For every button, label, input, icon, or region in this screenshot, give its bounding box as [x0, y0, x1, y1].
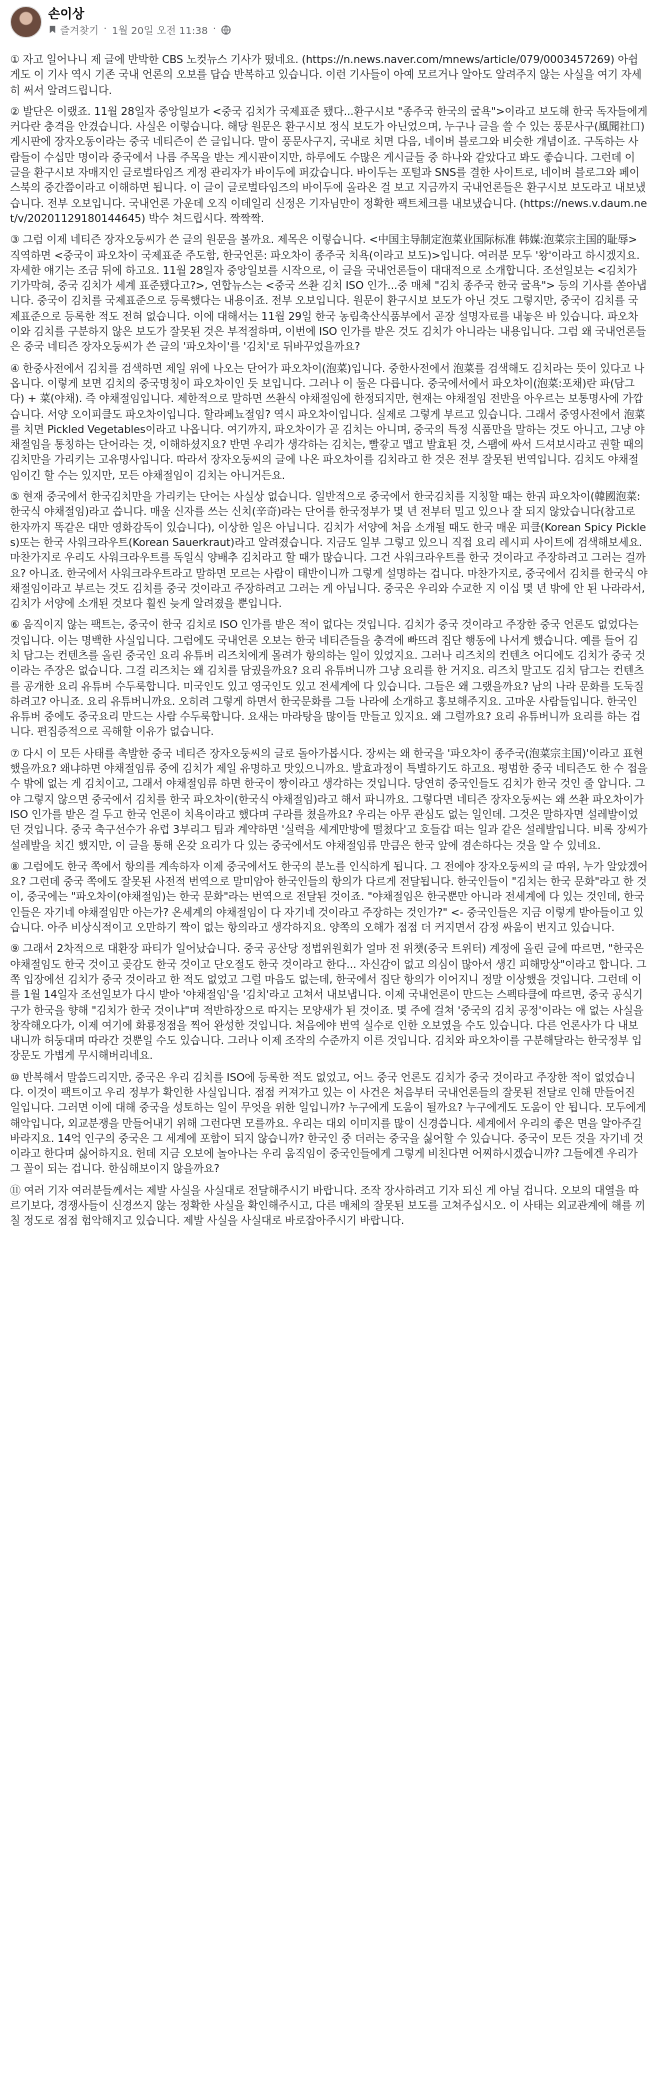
author-avatar[interactable] [10, 6, 42, 38]
post-meta [48, 22, 231, 37]
post-header [0, 0, 660, 52]
paragraph: ⑨ 그래서 2차적으로 대환장 파티가 일어났습니다. 중국 공산당 정법위원회가 얼마 전 위챗(중국 트위터) 계정에 올린 글에 따르면, "한국은 야채절임도 한국 것이고 곶감도 한국 것이고 단오절도 한국 것이라고 한다... 자신감이 없고 의심이 많아서 생긴 피해망상"이라고 합니다. 그쪽 입장에선 김치가 중국 것이라고 한 적도 없었고 그럴 마음도 없는데, 한국에서 집단 항의가 이어지니 정말 이상했을 것입니다. 그런데 이를 1월 14일자 조선일보가 다시 받아 '야채절임'을 '김치'라고 고쳐서 내보냅니다. 이제 국내언론이 만드는 스펙타클에 따르면, 중국 공식기구가 한국을 향해 "김치가 한국 것이냐"며 적반하장으로 따지는 모양새가 된 것이죠. 몇 주에 걸쳐 '중국의 김치 공정'이라는 애 없는 사실을 창작해오다가, 이제 여기에 화룡정점을 찍어 완성한 것입니다. 처음에야 번역 실수로 인한 오보였을 수도 있습니다. 다른 언론사가 다 내보내니까 허둥대며 따라간 것뿐일 수도 있습니다. 그러나 이제 조작의 수준까지 이른 것입니다. 김치와 파오차이를 구분해달라는 한국정부 입장문도 가볍게 무시해버리네요. [10, 942, 647, 1063]
meta-separator: · [103, 24, 107, 35]
meta-separator: · [212, 24, 217, 35]
paragraph: ④ 한중사전에서 김치를 검색하면 제일 위에 나오는 단어가 파오차이(泡菜)입니다. 중한사전에서 泡菜를 검색해도 김치라는 뜻이 있다고 나옵니다. 이렇게 보면 김치의 중국명칭이 파오차이인 듯 보입니다. 그러나 이 둘은 다릅니다. 중국에서에서 파오차이(泡菜:포채)란 파(담그다) + 菜(야채). 즉 야채절임입니다. 제한적으로 말하면 쓰촨식 야채절임에 한정되지만, 현재는 야채절임 전반을 아우르는 보통명사에 가깝습니다. 서양 오이피클도 파오차이입니다. 할라페뇨절임? 역시 파오차이입니다. 실제로 그렇게 부르고 있습니다. 그래서 중영사전에서 泡菜를 치면 Pickled Vegetables이라고 나옵니다. 여기까지, 파오차이가 곧 김치는 아니며, 중국의 특정 식품만을 말하는 것도 아니고, 그냥 야채절임을 통칭하는 단어라는 것, 이해하셨지요? 반면 우리가 생각하는 김치는, 빨갛고 맵고 발효된 것, 스팸에 싸서 드셔보시라고 권할 때의 김치만을 가리키는 고유명사입니다. 따라서 장자오둥씨의 글에 나온 파오차이를 김치라고 한 것은 전부 잘못된 번역입니다. 김치도 야채절임이긴 할 수는 있지만, 모든 야채절임이 김치는 아니거든요. [10, 361, 645, 482]
paragraph: ③ 그럼 이제 네티즌 장자오둥씨가 쓴 글의 원문을 볼까요. 제목은 이렇습니다. <中国主导制定泡菜业国际标准 韩媒:泡菜宗主国的耻辱> 직역하면 <중국이 파오차이 국제표준 주도함, 한국언론: 파오차이 종주국 치욕(이라고 보도)>입니다. 여러분 모두 '왕'이라고 하시겠지요. 자세한 얘기는 조금 뒤에 하고요. 11월 28일자 중앙일보를 시작으로, 이 글을 국내언론들이 대대적으로 소개합니다. 조선일보는 <김치가 기가막혀, 중국 김치가 세계 표준됐다고?>, 연합뉴스는 <중국 쓰촨 김치 ISO 인가...중 매체 "김치 종주국 한국 굴욕"> 등의 기사를 쏟아냅니다. 중국이 김치를 국제표준으로 등록했다는 내용이죠. 전부 오보입니다. 원문이 환구시보 보도가 아닌 것도 그렇지만, 중국이 김치를 국제표준으로 등록한 적도 전혀 없습니다. 이에 대해서는 11월 29일 한국 농림축산식품부에서 곧장 설명자료를 내놓은 바 있습니다. 파오차이와 김치를 구분하지 않은 보도가 잘못된 것은 부적절하며, 이번에 ISO 인가를 받은 것도 김치가 아니라는 내용입니다. 그럼 왜 국내언론들은 중국 네티즌 장자오둥씨가 쓴 글의 '파오차이'를 '김치'로 뒤바꾸었을까요? [10, 233, 647, 354]
favorites-icon [48, 25, 57, 34]
paragraph: ① 자고 일어나니 제 글에 반박한 CBS 노컷뉴스 기사가 떴네요. (https://n.news.naver.com/mnews/article/079/0003457269) 아쉽게도 이 기사 역시 기존 국내 언론의 오보를 답습 반복하고 있습니다. 이런 기사들이 아예 모르거나 알아도 알려주지 않는 사실을 여기 자세히 써서 알려드립니다. [10, 53, 642, 97]
favorites-label: 즐겨찾기 [60, 26, 99, 37]
paragraph: ⑪ 여러 기자 여러분들께서는 제발 사실을 사실대로 전달해주시기 바랍니다. 조작 장사하려고 기자 되신 게 아닐 겁니다. 오보의 대열을 따르기보다, 경쟁사들이 신경쓰지 않는 정확한 사실을 확인해주시고, 다른 매체의 잘못된 보도를 고쳐주십시오. 이 사태는 외교관계에 해를 끼칠 정도로 점점 험악해지고 있습니다. 제발 사실을 사실대로 바로잡아주시기 바랍니다. [10, 1183, 646, 1228]
paragraph: ⑦ 다시 이 모든 사태를 촉발한 중국 네티즌 장자오둥씨의 글로 돌아가봅시다. 장씨는 왜 한국을 '파오차이 종주국(泡菜宗主国)'이라고 표현했을까요? 왜냐하면 야채절임류 중에 김치가 제일 유명하고 맛있으니까요. 발효과정이 특별하기도 하고요. 평범한 중국 네티즌도 한 수 접을 수 밖에 없는 게 김치이고, 그래서 야채절임류 하면 한국이 짱이라고 생각하는 것입니다. 당연히 중국인들도 김치가 한국 것인 줄 압니다. 그야 그렇지 않으면 중국에서 김치를 한국 파오차이(한국식 야채절임)라고 해서 파니까요. 그렇다면 네티즌 장자오둥씨는 왜 쓰촨 파오차이가 ISO 인가를 받은 걸 두고 한국 언론이 치욕이라고 했다며 구라를 쳤을까요? 우리는 아무 관심도 없는 일인데. 그것은 말하자면 설레발이었던 것입니다. 중국 축구선수가 유럽 3부리그 팀과 계약하면 '실력을 세계만방에 떨쳤다'고 호들갑 떠는 일과 같은 설레발입니다. 비록 장씨가 설레발을 치긴 했지만, 이 글을 통해 온갖 요리가 다 있는 중국에서도 야채절임류 만큼은 한국 앞에 겸손하다는 것을 알 수 있네요. [10, 746, 648, 852]
paragraph: ② 발단은 이랬죠. 11월 28일자 중앙일보가 <중국 김치가 국제표준 됐다...환구시보 "종주국 한국의 굴욕">이라고 보도해 한국 독자들에게 커다란 충격을 안겼습니다. 사실은 이렇습니다. 해당 원문은 환구시보 정식 보도가 아닌었으며, 누구나 글을 쓸 수 있는 풍문사구(風聞社口) 게시판에 장자오동이라는 중국 네티즌이 쓴 글입니다. 말이 풍문사구지, 국내로 치면 다음, 네이버 블로그와 비슷한 개념이죠. 구독하는 사람들이 수십만 명이라 중국에서 나름 주목을 받는 게시판이지만, 하루에도 수많은 게시글들 중 하나와 같았다고 봐도 좋습니다. 그런데 이 글을 환구시보 자매지인 글로벌타임즈 게정 관리자가 바이두에 퍼갔습니다. 바이두는 포털과 SNS를 결한 사이트로, 네이버 블로그와 페이스북의 중간쯤이라고 이해하면 됩니다. 이 글이 글로벌타임즈의 바이두에 올라온 걸 보고 지금까지 국내언론들은 환구시보 보도라고 내보냈습니다. 전부 오보입니다. 국내언론 가운데 오직 이데일리 신정은 기자님만이 정확한 팩트체크를 내보냈습니다. (https://news.v.daum.net/v/20201129180144645) 박수 쳐드립시다. 짝짝짝. [10, 104, 648, 225]
post-date[interactable]: 1월 20일 오전 11:38 [111, 26, 208, 37]
paragraph: ⑥ 움직이지 않는 팩트는, 중국이 한국 김치로 ISO 인가를 받은 적이 없다는 것입니다. 김치가 중국 것이라고 주장한 중국 언론도 없었다는 것입니다. 이는 명백한 사실입니다. 그럼에도 국내언론 오보는 한국 네티즌들을 충격에 빠뜨려 집단 행동에 나서게 했습니다. 예를 들어 김치 담그는 컨텐츠를 올린 중국인 요리 유튜버 리즈치에게 몰려가 항의하는 일이 있었지요. 그러나 리즈치의 컨텐츠 어디에도 김치가 중국 것이라는 주장은 없습니다. 그걸 리즈치는 왜 김치를 담궜을까요? 요리 유튜버니까 그냥 요리를 한 거지요. 리즈치 말고도 김치 담그는 컨텐츠를 공개한 요리 유튜버 수두룩합니다. 미국인도 있고 영국인도 있고 전세계에 다 있습니다. 그들은 왜 그랬을까요? 남의 나라 문화를 도둑질하려고? 아니죠. 요리 유튜버니까요. 오히려 그렇게 하면서 한국문화를 그들 나라에 소개하고 홍보해주지요. 고마운 사람들입니다. 한국인 유튜버 중에도 중국요리 만드는 사람 수두룩합니다. 요새는 마라탕을 많이들 만들고 있지요. 왜 그럴까요? 요리 유튜버니까 요리를 하는 겁니다. 편집증적으로 곡해할 이유가 없습니다. [10, 618, 646, 739]
author-name[interactable]: 손이상 [48, 6, 85, 21]
paragraph: ⑤ 현재 중국에서 한국김치만을 가리키는 단어는 사실상 없습니다. 일반적으로 중국에서 한국김치를 지칭할 때는 한궈 파오차이(韓國泡菜: 한국식 야채절임)라고 씁니다. 매울 신자를 쓰는 신치(辛奇)라는 단어를 한국정부가 몇 년 전부터 밀고 있으나 잘 되지 않았습니다(참고로 한자까지 똑같은 대만 영화감독이 있습니다), 이상한 일은 아닙니다. 김치가 서양에 처음 소개될 때도 한국 매운 피클(Korean Spicy Pickles)또는 한국 사워크라우트(Korean Sauerkraut)라고 알려졌습니다. 지금도 일부 그렇고 있으니 직접 요리 레시피 사이트에 검색해보세요. 마찬가지로 우리도 사워크라우트를 독일식 양배추 김치라고 할 때가 많습니다. 그건 사워크라우트를 한국 것이라고 주장하려고 그러는 걸까요? 아니죠. 한국에서 사워크라우트라고 말하면 모르는 사람이 태반이니까 그렇게 설명하는 겁니다. 마찬가지로, 중국에서 김치를 한국식 야채절임이라고 부르는 것도 김치를 중국 것이라고 주장하려고 그러는 게 아닙니다. 중국은 우리와 수교한 지 이십 몇 년 밖에 안 된 나라라서, 김치가 서양에 소개된 것보다 훨씬 늦게 알려졌을 뿐입니다. [10, 490, 648, 611]
paragraph: ⑩ 반복해서 말씀드리지만, 중국은 우리 김치를 ISO에 등록한 적도 없었고, 어느 중국 언론도 김치가 중국 것이라고 주장한 적이 없었습니다. 이것이 팩트이고 우리 정부가 확인한 사실입니다. 점점 커져가고 있는 이 사건은 처음부터 국내언론들의 잘못된 전달로 인해 만들어진 일입니다. 그러면 이에 대해 중국을 성토하는 일이 무엇을 위한 일입니까? 누구에게 도움이 될까요? 누구에게도 도움이 안 됩니다. 모두에게 해악입니다, 외교분쟁을 만들어내기 위해 그런다면 모를까요. 우리는 대외 이미지를 많이 신경씁니다. 세계에서 우리의 좋은 면을 알아주길 바라지요. 14억 인구의 중국은 그 세계에 포함이 되지 않습니까? 한국인 중 더러는 중국을 싫어할 수 있습니다. 중국이 모든 것을 자기네 것이라고 한다며 싫어하지요. 헌데 지금 오보에 놀아나는 우리 움직임이 중국인들에게 그렇게 비친다면 어찌하시겠습니까? 그들에겐 우리가 그 꼴이 되는 겁니다. 한심해보이지 않을까요? [10, 1070, 647, 1176]
post-body [0, 52, 660, 1229]
paragraph: ⑧ 그럼에도 한국 쪽에서 항의를 계속하자 이제 중국에서도 한국의 분노를 인식하게 됩니다. 그 전에야 장자오둥씨의 글 따위, 누가 알았겠어요? 그런데 중국 쪽에도 잘못된 사전적 번역으로 말미암아 한국인들의 항의가 다르게 전달됩니다. 한국인들이 "김치는 한국 문화"라고 한 것이, 중국에는 "파오차이(야채절임)는 한국 문화"라는 번역으로 전달된 것이죠. "야채절임은 한국뿐만 아니라 전세계에 다 있는 것인데, 한국인들은 자기네 야채절임만 아는가? 온세계의 야채절임이 다 자기네 것이라고 주장하는 것인가?" <- 중국인들은 지금 이렇게 받아들이고 있습니다. 아주 비상식적이고 오만하기 짝이 없는 항의라고 생각하지요. 양쪽의 오해가 점점 더 커지면서 감정 싸움이 번지고 있습니다. [10, 859, 648, 935]
globe-icon [221, 25, 231, 35]
